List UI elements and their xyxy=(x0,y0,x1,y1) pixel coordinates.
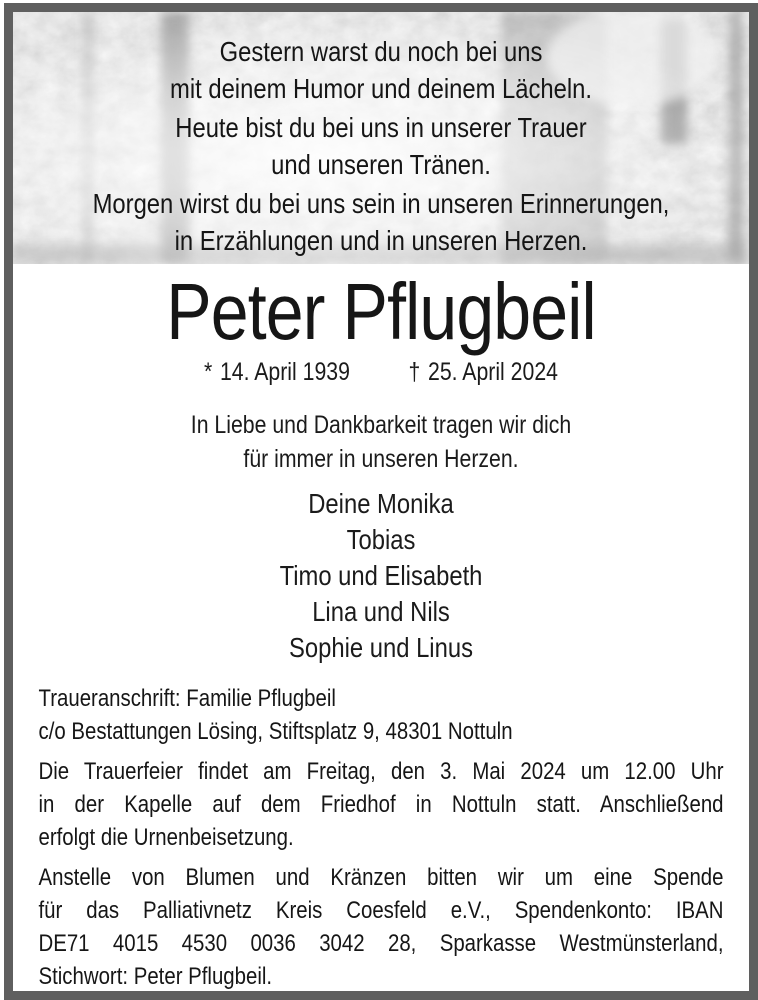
verse-stanza-1 xyxy=(13,33,749,107)
mourning-address xyxy=(39,682,724,748)
verse-line-5: Morgen wirst du bei uns sein in unseren Erinnerungen, xyxy=(92,188,670,219)
verse-line-6: in Erzählungen und in unseren Herzen. xyxy=(174,225,588,256)
donation-line-1: Anstelle von Blumen und Kränzen bitten wir um eine Spende xyxy=(38,864,724,891)
closing-line-1: In Liebe und Dankbarkeit tragen wir dich xyxy=(190,411,572,439)
donation-info xyxy=(39,861,724,993)
service-line-1: Die Trauerfeier findet am Freitag, den 3. Mai 2024 um 12.00 Uhr xyxy=(38,758,724,785)
death-date-text: 25. April 2024 xyxy=(427,358,558,386)
verse-stanza-3 xyxy=(13,185,749,259)
mourner-name-3: Timo und Elisabeth xyxy=(279,560,483,591)
closing-line-2: für immer in unseren Herzen. xyxy=(243,445,519,473)
memorial-verse xyxy=(13,12,749,259)
mourner-name-4: Lina und Nils xyxy=(312,596,450,627)
service-line-3: erfolgt die Urnenbeisetzung. xyxy=(38,824,294,851)
verse-stanza-2 xyxy=(13,109,749,183)
birth-date xyxy=(204,358,356,386)
obituary-notice-frame xyxy=(4,3,758,1000)
life-dates xyxy=(13,356,749,388)
mourner-name-1: Deine Monika xyxy=(308,488,454,519)
mourner-name-2: Tobias xyxy=(346,524,416,555)
donation-line-3: DE71 4015 4530 0036 3042 28, Sparkasse Westmünsterland, xyxy=(38,930,724,957)
verse-line-2: mit deinem Humor und deinem Lächeln. xyxy=(169,73,593,104)
forest-photo-header xyxy=(13,12,749,264)
birth-date-text: 14. April 1939 xyxy=(219,358,350,386)
address-line-1: Traueranschrift: Familie Pflugbeil xyxy=(38,685,336,712)
birth-star-symbol: * xyxy=(204,358,213,386)
mourner-name-5: Sophie und Linus xyxy=(289,632,473,663)
mourners-list xyxy=(13,486,749,666)
service-info xyxy=(39,755,724,854)
donation-line-2: für das Palliativnetz Kreis Coesfeld e.V., Spendenkonto: IBAN xyxy=(38,897,724,924)
verse-line-1: Gestern warst du noch bei uns xyxy=(219,36,543,67)
funeral-details xyxy=(13,682,749,993)
closing-words xyxy=(13,408,749,476)
address-line-2: c/o Bestattungen Lösing, Stiftsplatz 9, 48301 Nottuln xyxy=(38,718,513,745)
deceased-name: Peter Pflugbeil xyxy=(166,267,596,356)
death-date xyxy=(409,358,558,386)
donation-line-4: Stichwort: Peter Pflugbeil. xyxy=(38,963,273,990)
death-cross-symbol: † xyxy=(408,358,421,386)
verse-line-4: und unseren Tränen. xyxy=(271,149,491,180)
service-line-2: in der Kapelle auf dem Friedhof in Nottuln statt. Anschließend xyxy=(38,791,724,818)
verse-line-3: Heute bist du bei uns in unserer Trauer xyxy=(175,112,587,143)
